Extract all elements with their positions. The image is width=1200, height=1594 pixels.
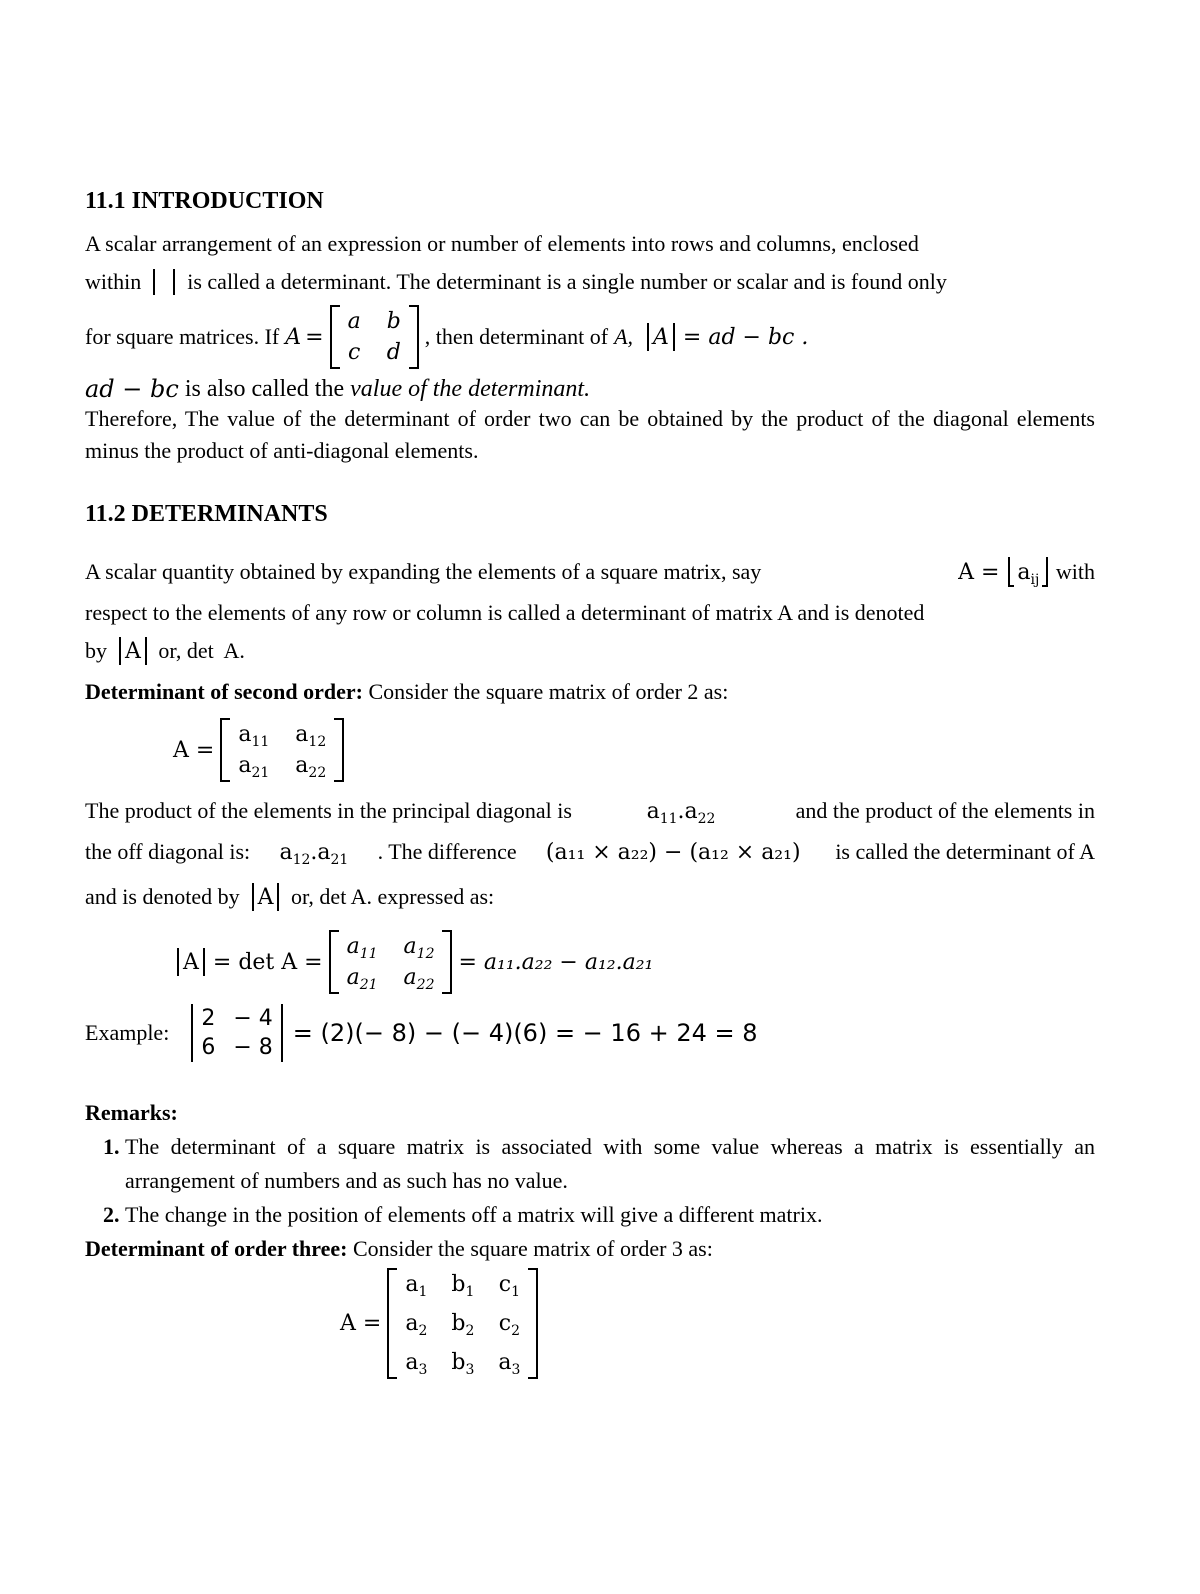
- second-order-line: Determinant of second order: Consider the square matrix of order 2 as:: [85, 679, 729, 704]
- matrix-cell: $b_3$: [451, 1350, 475, 1378]
- matrix-cell: c: [347, 340, 361, 365]
- intro-paragraph-line4: ad − bc is also called the value of the determinant.: [85, 375, 591, 403]
- matrix-cell: $a_{22}$: [295, 753, 327, 781]
- matrix-cell: b: [386, 309, 401, 334]
- determinant-bars-symbol: [149, 269, 179, 295]
- example-cell: 2: [201, 1006, 216, 1031]
- matrix-cell: $a_{12}$: [403, 934, 435, 962]
- matrix-cell: $a_{21}$: [238, 753, 270, 781]
- matrix-cell: $a_{21}$: [346, 965, 378, 993]
- matrix-cell: $c_1$: [498, 1272, 521, 1300]
- remarks-heading: Remarks:: [85, 1100, 178, 1125]
- denoted-by-line: and is denoted by A or, det A. expressed as:: [85, 884, 495, 910]
- matrix-cell: $a_{12}$: [295, 722, 327, 750]
- remark-item: 2. The change in the position of elements off a matrix will give a different matrix.: [125, 1198, 1095, 1232]
- matrix-cell: $a_1$: [405, 1272, 428, 1300]
- matrix-cell: $c_2$: [498, 1311, 521, 1339]
- section-heading-determinants: 11.2 DETERMINANTS: [85, 501, 328, 527]
- example-cell: 6: [201, 1035, 216, 1060]
- document-page: [85, 188, 1095, 1379]
- matrix-cell: $a_{11}$: [238, 722, 270, 750]
- matrix-cell: d: [386, 340, 401, 365]
- abs-A: A: [643, 323, 679, 351]
- matrix-cell: $a_3$: [498, 1350, 521, 1378]
- remarks-list: [85, 1130, 1095, 1232]
- matrix-cell: $a_{22}$: [403, 965, 435, 993]
- matrix-A-2x2: [330, 305, 419, 369]
- third-order-line: Determinant of order three: Consider the square matrix of order 3 as:: [85, 1236, 713, 1261]
- intro-paragraph-line1: A scalar arrangement of an expression or number of elements into rows and columns, enclosed: [85, 231, 919, 256]
- example-determinant: [187, 1004, 286, 1062]
- matrix-cell: $a_{11}$: [346, 934, 378, 962]
- matrix-aij: $a_{ij}$: [1008, 557, 1048, 587]
- section-heading-introduction: 11.1 INTRODUCTION: [85, 188, 324, 214]
- matrix-A-third-order: A = $a_1$ $b_1$ $c_1$ $a_2$ $b_2$ $c_2$ $a_3$ $b_3$ $a_3$: [340, 1268, 1095, 1379]
- matrix-cell: $a_3$: [405, 1350, 428, 1378]
- matrix-A-second-order: A = $a_{11}$ $a_{12}$ $a_{21}$ $a_{22}$: [173, 718, 1095, 782]
- principal-diagonal-line: The product of the elements in the principal diagonal is $a_{11}.a_{22}$ and the product of the elements in: [85, 798, 1095, 827]
- intro-paragraph-line3: for square matrices. If A = a b c d , then determinant of A, A = ad − bc .: [85, 305, 1095, 369]
- matrix-cell: $b_1$: [451, 1272, 475, 1300]
- intro-paragraph-therefore: Therefore, The value of the determinant of order two can be obtained by the product of the diagonal elements minus the product of anti-diagonal elements.: [85, 406, 1095, 463]
- determinants-paragraph-line3: by A or, det A.: [85, 638, 245, 664]
- determinants-paragraph-line2: respect to the elements of any row or column is called a determinant of matrix A and is denoted: [85, 600, 925, 625]
- off-diagonal-line: the off diagonal is: $a_{12}.a_{21}$ . The difference (a₁₁ × a₂₂) − (a₁₂ × a₂₁) is called the determinant of A: [85, 839, 1095, 868]
- matrix-cell: $a_2$: [405, 1311, 428, 1339]
- example-cell: − 4: [233, 1006, 273, 1031]
- matrix-cell: $b_2$: [451, 1311, 475, 1339]
- abs-A: A: [248, 883, 284, 911]
- matrix-cell: a: [347, 309, 361, 334]
- abs-A: A: [115, 637, 151, 665]
- example-cell: − 8: [233, 1035, 273, 1060]
- example-line: Example: 2 − 4 6 − 8 = (2)(− 8) − (− 4)(6) = − 16 + 24 = 8: [85, 1006, 758, 1060]
- determinants-paragraph-line1: A scalar quantity obtained by expanding the elements of a square matrix, say A = $a_{ij}$ with: [85, 559, 1095, 588]
- intro-paragraph-line2: within is called a determinant. The determinant is a single number or scalar and is found only: [85, 269, 947, 294]
- determinant-formula: A = det A = $a_{11}$ $a_{12}$ $a_{21}$ $a_{22}$ = a₁₁.a₂₂ − a₁₂.a₂₁: [173, 930, 1095, 994]
- remark-item: 1. The determinant of a square matrix is associated with some value whereas a matrix is essentially an arrangement of numbers and as such has no value.: [125, 1130, 1095, 1198]
